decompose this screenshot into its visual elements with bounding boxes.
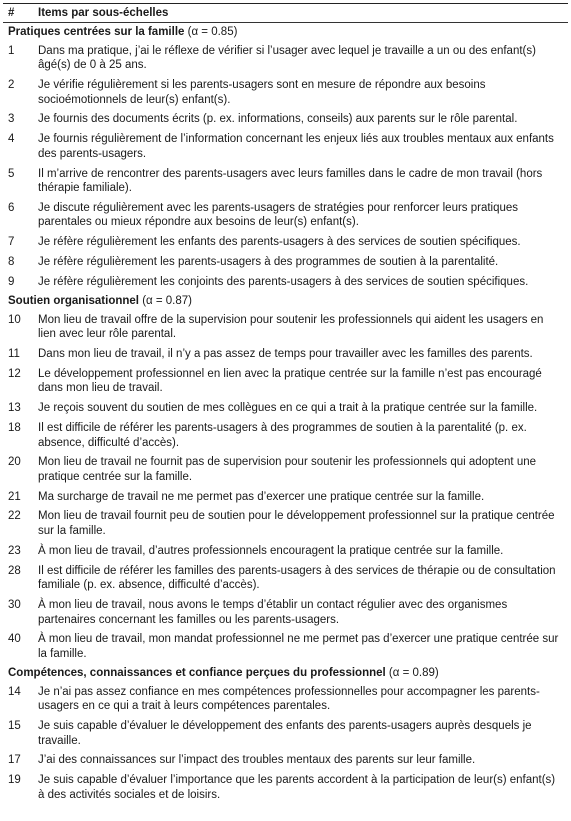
item-number: 6 [8, 201, 15, 214]
item-row [3, 418, 568, 452]
item-row [3, 344, 568, 364]
item-text: Il est difficile de référer les parents-usagers à des programmes de soutien à la parentalité (p. ex. absence, difficulté d’accès). [38, 421, 527, 449]
item-text: Il m’arrive de rencontrer des parents-usagers avec leurs familles dans le cadre de mon travail (hors thérapie familiale). [38, 167, 543, 195]
item-text: À mon lieu de travail, mon mandat professionnel ne me permet pas d’exercer une pratique centrée sur la famille. [38, 633, 559, 660]
item-row [3, 771, 568, 805]
item-number: 15 [8, 720, 21, 733]
item-number: 1 [8, 44, 15, 57]
section-name: Soutien organisationnel [8, 295, 139, 307]
item-row [3, 507, 568, 541]
item-text: Je réfère régulièrement les parents-usagers à des programmes de soutien à la parentalité. [38, 256, 499, 269]
item-text: Je vérifie régulièrement si les parents-usagers sont en mesure de répondre aux besoins socioémotionnels de leur(s) enfant(s). [38, 78, 486, 106]
item-number: 28 [8, 564, 21, 577]
item-number: 7 [8, 236, 15, 249]
item-text: Je fournis régulièrement de l’information concernant les enjeux liés aux troubles mentaux aux enfants des parents-usagers. [38, 133, 554, 160]
item-number: 8 [8, 256, 15, 269]
table-header [3, 4, 568, 23]
item-text: Je réfère régulièrement les enfants des parents-usagers à des services de soutien spécifiques. [38, 236, 521, 249]
item-number: 14 [8, 685, 21, 698]
item-number: 17 [8, 754, 21, 767]
item-number: 3 [8, 113, 15, 126]
item-row [3, 453, 568, 487]
item-row [3, 487, 568, 507]
item-row [3, 75, 568, 109]
item-text: À mon lieu de travail, d’autres professionnels encouragent la pratique centrée sur la famille. [38, 544, 504, 557]
section-heading [0, 664, 571, 682]
item-number: 13 [8, 402, 21, 415]
item-text: Il est difficile de référer les familles des parents-usagers à des services de thérapie ou de consultation familiale (p. ex. absence, difficulté d’accès). [38, 564, 556, 592]
item-text: À mon lieu de travail, nous avons le temps d’établir un contact régulier avec des organismes partenaires concernant les familles ou les parents-usagers. [38, 598, 508, 626]
header-title: Items par sous-échelles [38, 7, 169, 19]
table-body [0, 23, 571, 805]
header-number: # [8, 7, 15, 19]
item-row [3, 110, 568, 130]
section-heading [0, 23, 571, 41]
item-row [3, 595, 568, 629]
section-alpha: (α = 0.85) [187, 26, 238, 38]
item-row [3, 561, 568, 595]
section-name: Pratiques centrées sur la famille [8, 26, 185, 38]
item-text: Je réfère régulièrement les conjoints des parents-usagers à des services de soutien spécifiques. [38, 275, 529, 288]
item-text: Mon lieu de travail fournit peu de soutien pour le développement professionnel sur la pratique centrée sur la famille. [38, 510, 555, 538]
item-number: 20 [8, 456, 21, 469]
section-alpha: (α = 0.87) [142, 295, 192, 307]
section-alpha: (α = 0.89) [388, 667, 439, 680]
item-number: 4 [8, 133, 15, 146]
item-number: 5 [8, 167, 15, 180]
item-row [3, 164, 568, 198]
item-text: Dans ma pratique, j’ai le réflexe de vérifier si l’usager avec lequel je travaille a un ou des enfant(s) âgé(s) de 0 à 25 ans. [38, 44, 536, 72]
item-number: 12 [8, 367, 21, 380]
item-row [3, 252, 568, 272]
item-number: 23 [8, 544, 21, 557]
item-number: 22 [8, 510, 21, 523]
item-text: Je suis capable d’évaluer l’importance que les parents accordent à la participation de leur(s) enfant(s) à des activités sociales et de loisirs. [38, 774, 556, 801]
item-text: Je discute régulièrement avec les parents-usagers de stratégies pour renforcer leurs pratiques parentales ou mieux répondre aux besoins de leur(s) enfant(s). [38, 201, 519, 229]
item-number: 9 [8, 275, 15, 288]
item-row [3, 233, 568, 253]
item-row [3, 310, 568, 344]
item-row [3, 751, 568, 771]
item-text: Dans mon lieu de travail, il n’y a pas assez de temps pour travailler avec les familles des parents. [38, 347, 533, 360]
item-text: Le développement professionnel en lien avec la pratique centrée sur la famille n’est pas encouragé dans mon lieu de travail. [38, 367, 542, 395]
item-number: 19 [8, 774, 21, 787]
item-row [3, 41, 568, 75]
item-row [3, 630, 568, 664]
section-heading [0, 292, 571, 310]
item-text: Ma surcharge de travail ne me permet pas d’exercer une pratique centrée sur la famille. [38, 490, 485, 503]
item-row [3, 399, 568, 419]
item-text: J’ai des connaissances sur l’impact des troubles mentaux des parents sur leur famille. [38, 754, 476, 767]
item-number: 18 [8, 421, 21, 434]
item-row [3, 198, 568, 232]
item-text: Je n’ai pas assez confiance en mes compétences professionnelles pour accompagner les parents-usagers en ce qui a trait à leurs compétences parentales. [38, 685, 540, 713]
item-text: Mon lieu de travail ne fournit pas de supervision pour soutenir les professionnels qui adoptent une pratique centrée sur la famille. [38, 456, 537, 483]
item-row [3, 272, 568, 292]
item-row [3, 364, 568, 398]
item-text: Je fournis des documents écrits (p. ex. informations, conseils) aux parents sur le rôle parental. [38, 113, 518, 126]
item-text: Mon lieu de travail offre de la supervision pour soutenir les professionnels qui aident les usagers en lien avec leur rôle parental. [38, 313, 544, 341]
item-number: 2 [8, 78, 15, 91]
item-number: 40 [8, 633, 21, 646]
item-row [3, 717, 568, 751]
item-row [3, 682, 568, 716]
item-number: 30 [8, 598, 21, 611]
item-number: 11 [8, 347, 20, 360]
section-name: Compétences, connaissances et confiance perçues du professionnel [8, 667, 386, 680]
item-number: 10 [8, 313, 21, 326]
item-text: Je reçois souvent du soutien de mes collègues en ce qui a trait à la pratique centrée sur la famille. [38, 402, 538, 415]
item-row [3, 541, 568, 561]
item-text: Je suis capable d’évaluer le développement des enfants des parents-usagers auprès desquels je travaille. [38, 720, 532, 747]
item-row [3, 130, 568, 164]
item-number: 21 [8, 490, 21, 503]
